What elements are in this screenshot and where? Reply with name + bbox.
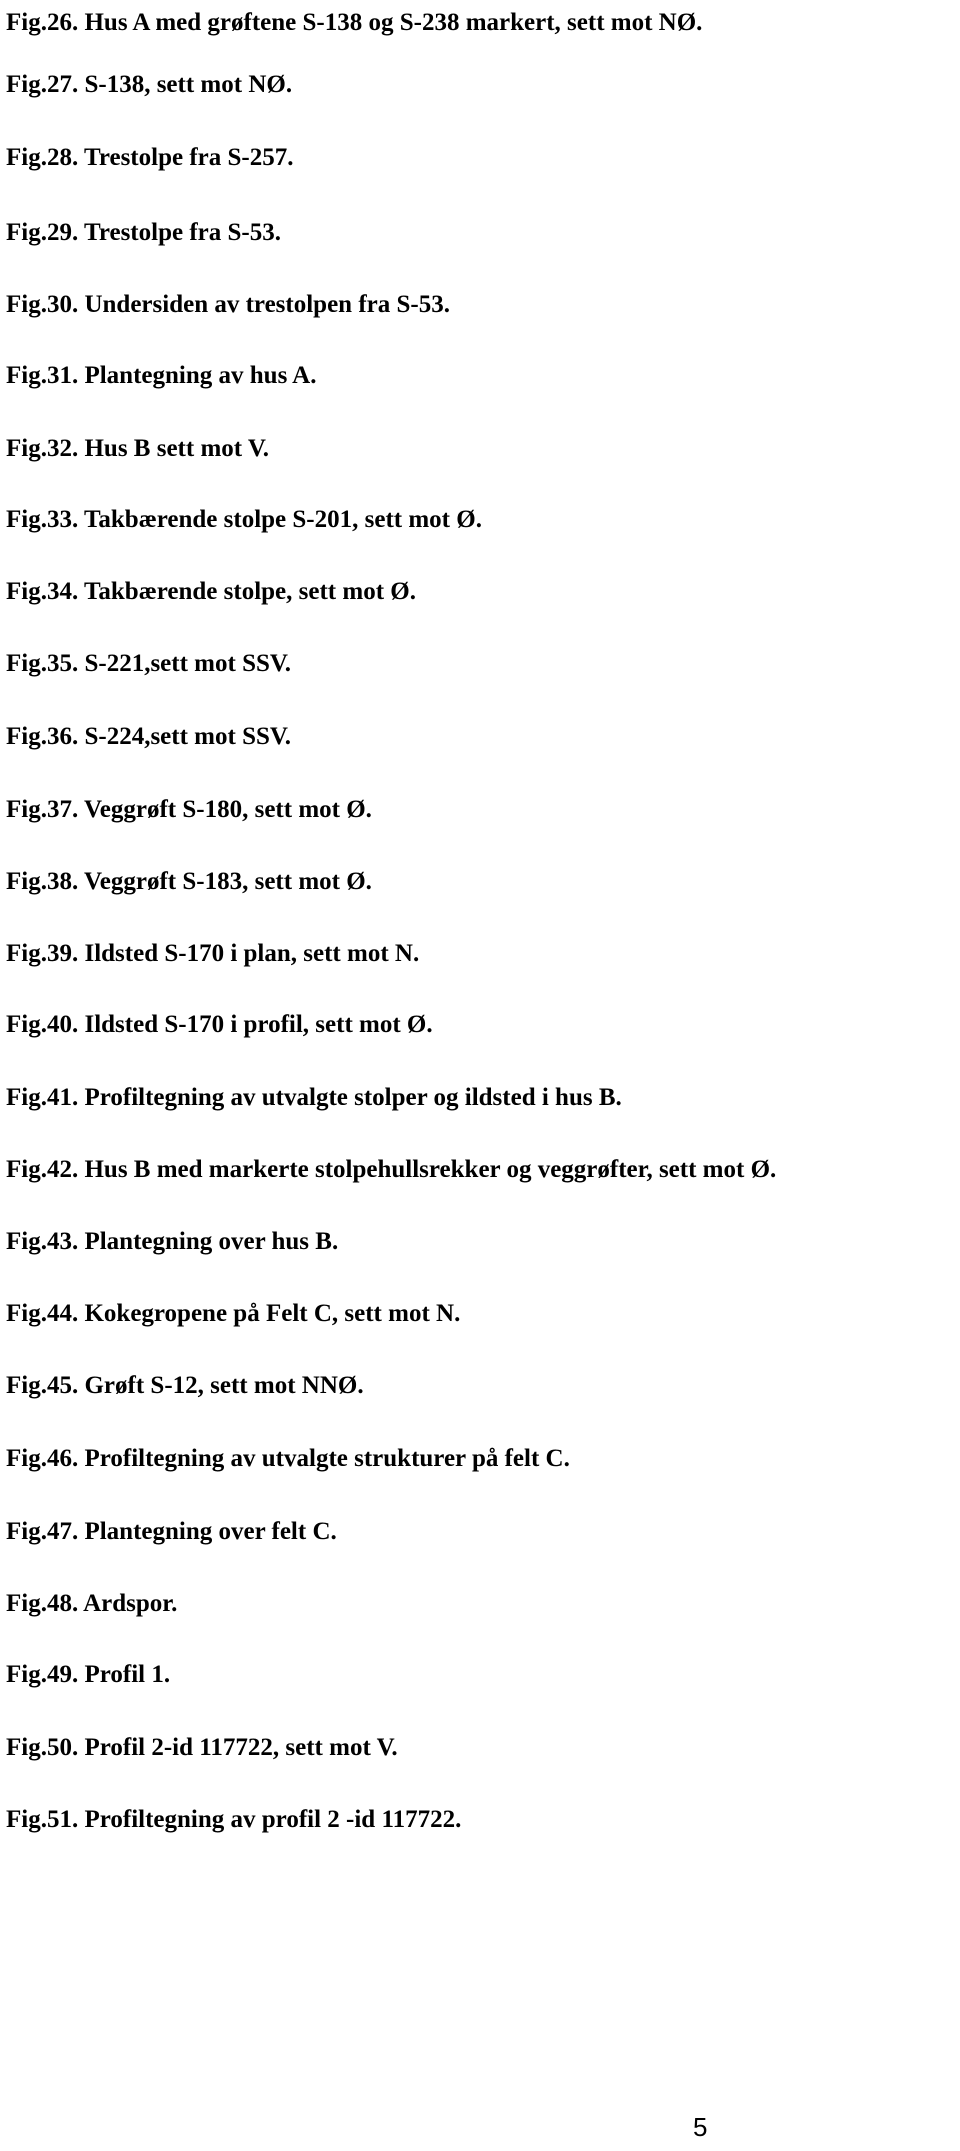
page-number: 5 <box>693 2112 708 2142</box>
figure-caption: Fig.29. Trestolpe fra S-53. <box>6 219 281 246</box>
figure-caption: Fig.45. Grøft S-12, sett mot NNØ. <box>6 1372 364 1399</box>
figure-caption: Fig.51. Profiltegning av profil 2 -id 117722. <box>6 1806 462 1833</box>
figure-caption: Fig.28. Trestolpe fra S-257. <box>6 144 294 171</box>
figure-caption: Fig.49. Profil 1. <box>6 1661 171 1688</box>
figure-caption: Fig.44. Kokegropene på Felt C, sett mot N. <box>6 1300 461 1327</box>
figure-caption: Fig.46. Profiltegning av utvalgte strukturer på felt C. <box>6 1445 570 1472</box>
figure-caption: Fig.27. S-138, sett mot NØ. <box>6 71 293 98</box>
figure-caption: Fig.40. Ildsted S-170 i profil, sett mot Ø. <box>6 1011 433 1038</box>
figure-caption: Fig.37. Veggrøft S-180, sett mot Ø. <box>6 796 372 823</box>
figure-caption: Fig.32. Hus B sett mot V. <box>6 435 269 462</box>
figure-caption: Fig.48. Ardspor. <box>6 1590 178 1617</box>
figure-caption: Fig.47. Plantegning over felt C. <box>6 1518 337 1545</box>
figure-caption: Fig.42. Hus B med markerte stolpehullsrekker og veggrøfter, sett mot Ø. <box>6 1156 777 1183</box>
figure-caption: Fig.39. Ildsted S-170 i plan, sett mot N. <box>6 940 420 967</box>
figure-caption: Fig.41. Profiltegning av utvalgte stolper og ildsted i hus B. <box>6 1084 622 1111</box>
figure-caption: Fig.31. Plantegning av hus A. <box>6 362 317 389</box>
figure-caption: Fig.38. Veggrøft S-183, sett mot Ø. <box>6 868 372 895</box>
figure-caption: Fig.50. Profil 2-id 117722, sett mot V. <box>6 1734 398 1761</box>
figure-caption: Fig.43. Plantegning over hus B. <box>6 1228 339 1255</box>
figure-caption: Fig.36. S-224,sett mot SSV. <box>6 723 291 750</box>
figure-caption: Fig.30. Undersiden av trestolpen fra S-53. <box>6 291 450 318</box>
figure-caption: Fig.26. Hus A med grøftene S-138 og S-238 markert, sett mot NØ. <box>6 9 703 36</box>
figure-caption: Fig.34. Takbærende stolpe, sett mot Ø. <box>6 578 416 605</box>
figure-caption: Fig.33. Takbærende stolpe S-201, sett mot Ø. <box>6 506 482 533</box>
figure-caption: Fig.35. S-221,sett mot SSV. <box>6 650 291 677</box>
